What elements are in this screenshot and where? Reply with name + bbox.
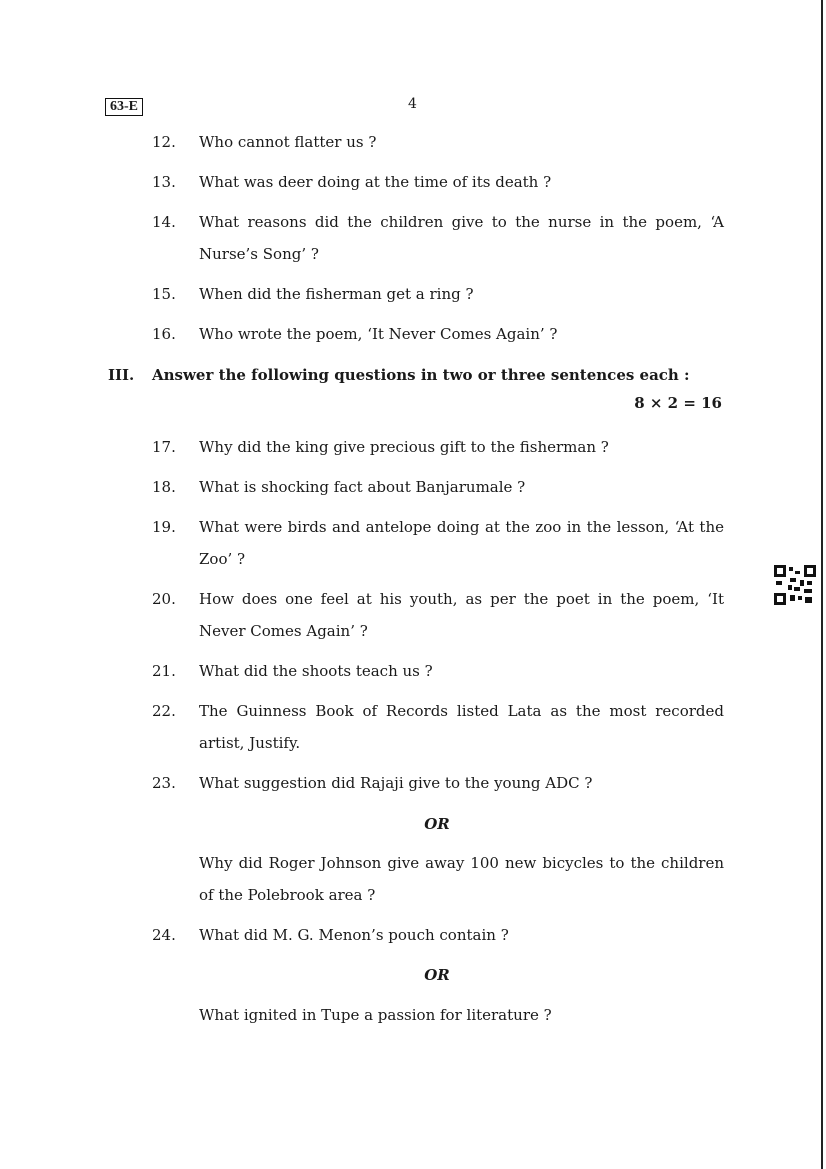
question-number: 24. <box>152 926 176 944</box>
question-24 <box>152 919 724 951</box>
question-number: 14. <box>152 213 176 231</box>
page-number: 4 <box>408 96 417 112</box>
question-15 <box>152 278 724 310</box>
question-text: What ignited in Tupe a passion for literature ? <box>199 1006 552 1024</box>
question-number: 15. <box>152 285 176 303</box>
question-number: 23. <box>152 774 176 792</box>
section-roman-numeral: III. <box>108 366 135 384</box>
question-text: Who wrote the poem, ‘It Never Comes Again’ ? <box>199 325 558 343</box>
question-text: Why did the king give precious gift to the fisherman ? <box>199 438 609 456</box>
question-number: 12. <box>152 133 176 151</box>
or-divider: OR <box>424 966 450 984</box>
page-edge-line <box>821 0 823 1169</box>
question-text: What did M. G. Menon’s pouch contain ? <box>199 926 509 944</box>
question-20 <box>152 583 724 647</box>
question-13 <box>152 166 724 198</box>
question-24-alternative <box>152 999 724 1031</box>
question-number: 13. <box>152 173 176 191</box>
question-number: 18. <box>152 478 176 496</box>
question-23 <box>152 767 724 799</box>
question-14 <box>152 206 724 270</box>
question-16 <box>152 318 724 350</box>
question-text: What reasons did the children give to the nurse in the poem, ‘A Nurse’s Song’ ? <box>199 213 724 263</box>
question-text: Why did Roger Johnson give away 100 new bicycles to the children of the Polebrook area ? <box>199 854 724 904</box>
question-text: What were birds and antelope doing at the zoo in the lesson, ‘At the Zoo’ ? <box>199 518 724 568</box>
question-12 <box>152 126 724 158</box>
question-19 <box>152 511 724 575</box>
question-text: When did the fisherman get a ring ? <box>199 285 474 303</box>
question-number: 21. <box>152 662 176 680</box>
question-text: What did the shoots teach us ? <box>199 662 433 680</box>
question-number: 20. <box>152 590 176 608</box>
question-text: What suggestion did Rajaji give to the young ADC ? <box>199 774 593 792</box>
question-text: What is shocking fact about Banjarumale ? <box>199 478 526 496</box>
question-number: 16. <box>152 325 176 343</box>
question-number: 17. <box>152 438 176 456</box>
question-number: 22. <box>152 702 176 720</box>
question-22 <box>152 695 724 759</box>
question-text: Who cannot flatter us ? <box>199 133 377 151</box>
question-text: How does one feel at his youth, as per the poet in the poem, ‘It Never Comes Again’ ? <box>199 590 724 640</box>
question-number: 19. <box>152 518 176 536</box>
or-divider: OR <box>424 815 450 833</box>
question-21 <box>152 655 724 687</box>
section-heading <box>108 360 728 390</box>
question-text: What was deer doing at the time of its death ? <box>199 173 552 191</box>
section-marks: 8 × 2 = 16 <box>634 394 722 412</box>
section-instruction: Answer the following questions in two or three sentences each : <box>152 366 690 384</box>
question-23-alternative <box>152 847 724 911</box>
question-18 <box>152 471 724 503</box>
question-17 <box>152 431 724 463</box>
qr-code-icon <box>774 565 816 605</box>
paper-code-box: 63-E <box>105 98 143 116</box>
question-text: The Guinness Book of Records listed Lata as the most recorded artist, Justify. <box>199 702 724 752</box>
